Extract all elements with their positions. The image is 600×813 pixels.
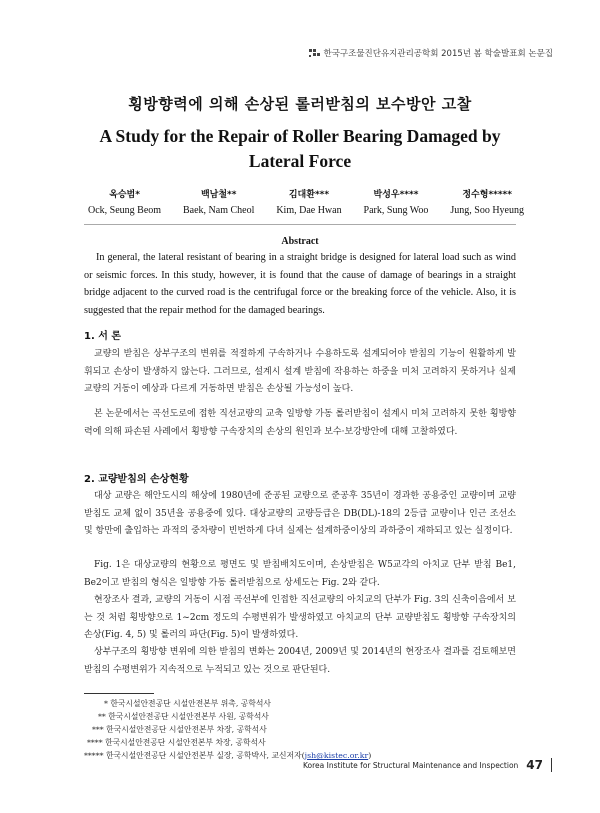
author-name-en: Park, Sung Woo [363, 205, 429, 216]
dotted-square-icon [309, 49, 319, 58]
author-name-en: Kim, Dae Hwan [276, 205, 342, 216]
page-number: 47 [526, 758, 543, 772]
footer-text: Korea Institute for Structural Maintenance and Inspection [303, 760, 519, 770]
footnote: ** 한국시설안전공단 시설안전본부 사원, 공학석사 [98, 712, 269, 721]
author-name-en: Baek, Nam Cheol [183, 205, 255, 216]
email-link[interactable]: jsh@kistec.or.kr [304, 751, 369, 760]
page-footer [303, 758, 552, 772]
abstract-heading: Abstract [281, 236, 319, 247]
footer-divider [551, 758, 552, 772]
paragraph: 본 논문에서는 곡선도로에 접한 직선교량의 교축 일방향 가동 롤러받침이 설계시 미처 고려하지 못한 횡방향력에 의해 파손된 사례에서 횡방향 구속장치의 손상의 원인과 보수·보강방안에 대해 고찰하였다. [84, 409, 516, 437]
divider [84, 224, 516, 225]
paragraph: 교량의 받침은 상부구조의 변위를 적절하게 구속하거나 수용하도록 설계되어야 받침의 기능이 원활하게 발휘되고 손상이 발생하지 않는다. 그러므로, 설계시 설계 받침에 작용하는 하중을 미처 고려하지 못하거나 실제 교량의 거동이 예상과 다르게 거동하면 받침은 손상될 가능성이 높다. [84, 349, 516, 394]
footnote: *** 한국시설안전공단 시설안전본부 차장, 공학석사 [92, 725, 267, 734]
paragraph: Fig. 1은 대상교량의 현황으로 평면도 및 받침배치도이며, 손상받침은 W5교각의 아치교 단부 받침 Be1, Be2이고 받침의 형식은 일방향 가동 롤러받침으로 상세도는 Fig. 2와 같다. [84, 560, 516, 588]
section-heading: 1. 서 론 [84, 331, 122, 342]
author-name-ko: 박성우**** [373, 190, 419, 200]
author [88, 188, 161, 218]
section-heading: 2. 교량받침의 손상현황 [84, 474, 189, 485]
author-name-ko: 김대환*** [288, 190, 330, 200]
paragraph: 현장조사 결과, 교량의 거동이 시점 곡선부에 인접한 직선교량의 아치교의 단부가 Fig. 3의 신축이음에서 보는 것 처럼 횡방향으로 1~2cm 정도의 수평변위가 발생하였고 아치교의 단부 교량받침도 횡방향 구속장치의 손상(Fig. 4, 5) 및 롤러의 파단(Fig. 5)이 발생하였다. [84, 595, 516, 640]
header-text: 한국구조물진단유지관리공학회 2015년 봄 학술발표회 논문집 [323, 49, 553, 59]
title-english: A Study for the Repair of Roller Bearing Damaged by Lateral Force [99, 126, 501, 171]
author [364, 188, 429, 218]
footnote-divider [84, 693, 154, 694]
author-name-ko: 백남철** [200, 190, 237, 200]
footnote: **** 한국시설안전공단 시설안전본부 차장, 공학석사 [87, 738, 266, 747]
footnote-text: ***** 한국시설안전공단 시설안전본부 실장, 공학박사, 교신저자( [84, 751, 305, 760]
running-header [309, 47, 553, 59]
footnotes [84, 697, 444, 762]
paragraph: 대상 교량은 해안도시의 해상에 1980년에 준공된 교량으로 준공후 35년이 경과한 공용중인 교량이며 교량받침도 교체 없이 35년을 공용중에 있다. 대상교량의 교량등급은 DB(DL)-18의 2등급 교량이나 인근 조선소 및 항만에 출입하는 과적의 중차량이 빈번하게 다녀 실제는 설계하중이상의 과하중이 재하되고 있는 실정이다. [84, 491, 516, 536]
author [450, 188, 524, 218]
author-name-ko: 옥승범* [109, 190, 140, 200]
footnote: * 한국시설안전공단 시설안전본부 위촉, 공학석사 [104, 699, 271, 708]
abstract-text: In general, the lateral resistant of bearing in a straight bridge is designed for lateral load such as wind or seismic forces. In this study, however, it is found that the cause of damage of bearings in a straight bridge adjacent to the curved road is the centrifugal force or the breaking force of the vehicle. Also, it is suggested that the repair method for the damaged bearings. [84, 252, 516, 316]
author [183, 188, 254, 218]
footnote-close: ) [368, 751, 372, 760]
author-name-ko: 정수형***** [462, 190, 512, 200]
paragraph: 상부구조의 횡방향 변위에 의한 받침의 변화는 2004년, 2009년 및 2014년의 현장조사 결과를 검토해보면 받침의 수평변위가 지속적으로 누적되고 있는 것으로 판단된다. [84, 647, 516, 675]
title-korean: 횡방향력에 의해 손상된 롤러받침의 보수방안 고찰 [128, 95, 472, 113]
author-name-en: Jung, Soo Hyeung [450, 205, 524, 216]
author-list [88, 188, 524, 218]
author-name-en: Ock, Seung Beom [88, 205, 162, 216]
author [276, 188, 341, 218]
